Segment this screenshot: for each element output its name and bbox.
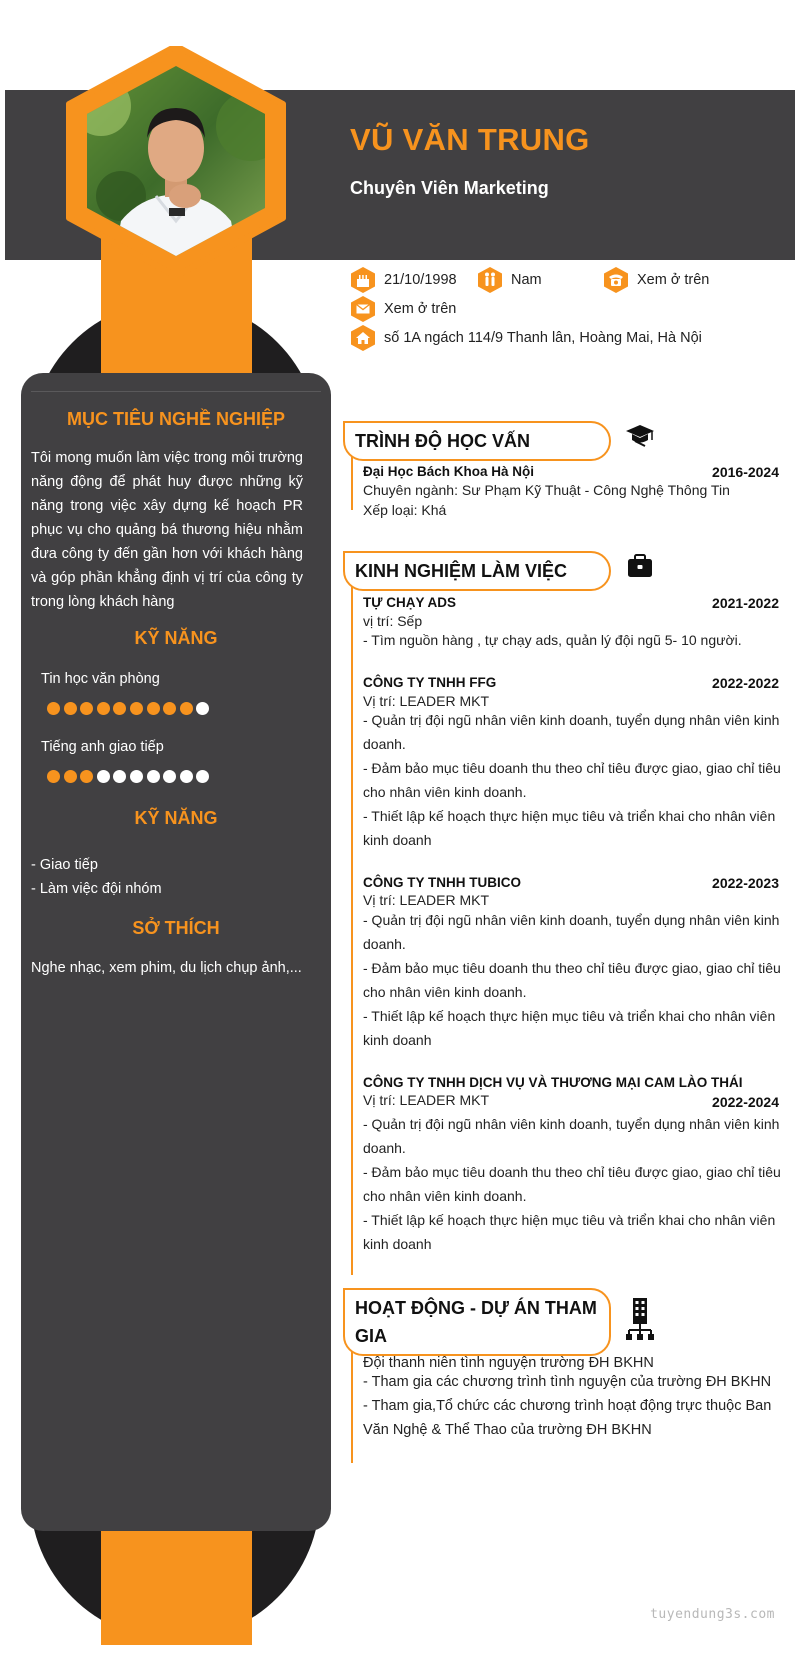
gender-icon	[477, 266, 503, 294]
candidate-name: VŨ VĂN TRUNG	[350, 122, 590, 157]
job-company: CÔNG TY TNHH TUBICO	[363, 875, 521, 890]
address-value: số 1A ngách 114/9 Thanh lân, Hoàng Mai, Hà Nội	[384, 330, 702, 346]
rating-dot	[64, 770, 77, 783]
phone-value: Xem ở trên	[637, 272, 710, 288]
duty-item: - Quản trị đội ngũ nhân viên kinh doanh, tuyển dụng nhân viên kinh doanh.	[363, 712, 780, 752]
soft-skill-teamwork: - Làm việc đội nhóm	[31, 881, 162, 897]
email-value: Xem ở trên	[384, 301, 457, 317]
rating-dot	[163, 770, 176, 783]
rating-dot	[196, 770, 209, 783]
skill-name-office: Tin học văn phòng	[41, 671, 160, 687]
activity-item: - Tham gia các chương trình tình nguyện của trường ĐH BKHN	[363, 1374, 772, 1390]
job-position: Vị trí: LEADER MKT	[363, 892, 490, 908]
rating-dot	[163, 702, 176, 715]
contact-gender	[477, 266, 542, 294]
job-period: 2021-2022	[712, 595, 779, 611]
contact-address	[350, 324, 702, 352]
skill-rating-office	[47, 702, 209, 715]
duty-item: - Đảm bảo mục tiêu doanh thu theo chỉ tiêu được giao, giao chỉ tiêu cho nhân viên kinh doanh.	[363, 960, 781, 1000]
job-company: TỰ CHẠY ADS	[363, 595, 456, 610]
rating-dot	[64, 702, 77, 715]
rating-dot	[47, 702, 60, 715]
duty-item: - Quản trị đội ngũ nhân viên kinh doanh, tuyển dụng nhân viên kinh doanh.	[363, 1116, 780, 1156]
objective-text: Tôi mong muốn làm việc trong môi trường năng động để phát huy được những kỹ năng trong việc xây dựng kế hoạch PR phục vụ cho quảng bá thương hiệu nhằm đưa công ty đến gần hơn với khách hàng và góp phần khẳng định vị trí của công ty trong lòng khách hàng	[31, 450, 303, 610]
decor-orange-strip-bottom	[101, 1520, 252, 1645]
job-duties	[363, 628, 781, 652]
rating-dot	[147, 702, 160, 715]
hobbies-text: Nghe nhạc, xem phim, du lịch chụp ảnh,...	[31, 960, 302, 976]
job-period: 2022-2023	[712, 875, 779, 891]
rating-dot	[147, 770, 160, 783]
building-network-icon	[625, 1296, 655, 1342]
duty-item: - Thiết lập kế hoạch thực hiện mục tiêu và triển khai cho nhân viên kinh doanh	[363, 808, 776, 848]
rating-dot	[113, 770, 126, 783]
contact-email	[350, 295, 456, 323]
experience-section-title: KINH NGHIỆM LÀM VIỆC	[343, 551, 611, 591]
skills-title: KỸ NĂNG	[134, 628, 218, 648]
skills2-title: KỸ NĂNG	[134, 808, 218, 828]
hobbies-title: SỞ THÍCH	[132, 918, 220, 938]
contact-phone	[603, 266, 709, 294]
sidebar	[21, 373, 331, 1531]
contact-dob	[350, 266, 457, 294]
job-company: CÔNG TY TNHH FFG	[363, 675, 497, 690]
activity-org: Đội thanh niên tình nguyện trường ĐH BKHN	[363, 1355, 654, 1371]
rating-dot	[180, 770, 193, 783]
duty-item: - Đảm bảo mục tiêu doanh thu theo chỉ tiêu được giao, giao chỉ tiêu cho nhân viên kinh doanh.	[363, 1164, 781, 1204]
job-duties	[363, 708, 781, 852]
rating-dot	[113, 702, 126, 715]
rating-dot	[180, 702, 193, 715]
rating-dot	[47, 770, 60, 783]
profile-photo	[61, 46, 291, 276]
duty-item: - Thiết lập kế hoạch thực hiện mục tiêu và triển khai cho nhân viên kinh doanh	[363, 1212, 776, 1252]
education-period: 2016-2024	[712, 464, 779, 480]
duty-item: - Thiết lập kế hoạch thực hiện mục tiêu và triển khai cho nhân viên kinh doanh	[363, 1008, 776, 1048]
job-position: Vị trí: LEADER MKT	[363, 693, 490, 709]
soft-skill-communication: - Giao tiếp	[31, 857, 98, 873]
duty-item: - Đảm bảo mục tiêu doanh thu theo chỉ tiêu được giao, giao chỉ tiêu cho nhân viên kinh doanh.	[363, 760, 781, 800]
rating-dot	[196, 702, 209, 715]
home-icon	[350, 324, 376, 352]
job-company: CÔNG TY TNHH DỊCH VỤ VÀ THƯƠNG MẠI CAM LÀO THÁI	[363, 1075, 743, 1090]
graduation-cap-icon	[625, 420, 655, 450]
job-position: Vị trí: LEADER MKT	[363, 1092, 490, 1108]
gender-value: Nam	[511, 272, 542, 288]
skill-rating-english	[47, 770, 209, 783]
education-school: Đại Học Bách Khoa Hà Nội	[363, 464, 535, 479]
education-section-title: TRÌNH ĐỘ HỌC VẤN	[343, 421, 611, 461]
dob-value: 21/10/1998	[384, 272, 457, 288]
rating-dot	[97, 770, 110, 783]
education-major: Chuyên ngành: Sư Phạm Kỹ Thuật - Công Nghệ Thông Tin	[363, 482, 730, 498]
objective-title: MỤC TIÊU NGHỀ NGHIỆP	[66, 409, 285, 429]
duty-item: - Quản trị đội ngũ nhân viên kinh doanh, tuyển dụng nhân viên kinh doanh.	[363, 912, 780, 952]
job-duties	[363, 1112, 781, 1256]
activity-item: - Tham gia,Tổ chức các chương trình hoạt động trực thuộc Ban Văn Nghệ & Thể Thao của trường ĐH BKHN	[363, 1398, 772, 1438]
activity-list	[363, 1370, 781, 1442]
duty-item: - Tìm nguồn hàng , tự chạy ads, quản lý đội ngũ 5- 10 người.	[363, 632, 742, 648]
job-period: 2022-2022	[712, 675, 779, 691]
rating-dot	[97, 702, 110, 715]
email-icon	[350, 295, 376, 323]
experience-timeline	[351, 575, 353, 1275]
birthday-cake-icon	[350, 266, 376, 294]
rating-dot	[130, 770, 143, 783]
rating-dot	[80, 702, 93, 715]
job-title: Chuyên Viên Marketing	[350, 178, 549, 198]
job-position: vị trí: Sếp	[363, 613, 423, 629]
rating-dot	[130, 702, 143, 715]
watermark: tuyendung3s.com	[650, 1607, 775, 1622]
sidebar-divider	[31, 391, 321, 392]
activities-section-title: HOẠT ĐỘNG - DỰ ÁN THAM GIA	[343, 1288, 611, 1356]
phone-icon	[603, 266, 629, 294]
job-duties	[363, 908, 781, 1052]
briefcase-icon	[625, 551, 655, 581]
rating-dot	[80, 770, 93, 783]
job-period: 2022-2024	[712, 1094, 779, 1110]
education-grade: Xếp loại: Khá	[363, 502, 447, 518]
skill-name-english: Tiếng anh giao tiếp	[41, 739, 164, 755]
